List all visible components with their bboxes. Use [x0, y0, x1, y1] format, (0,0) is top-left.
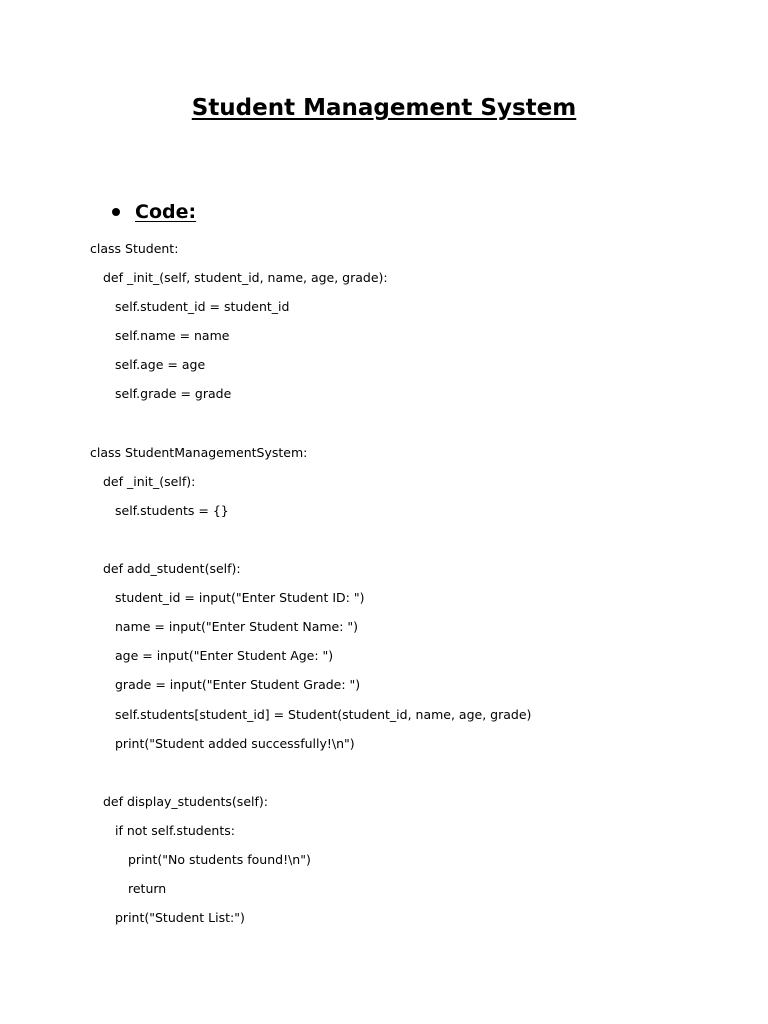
- code-line: age = input("Enter Student Age: "): [115, 648, 334, 664]
- code-line: student_id = input("Enter Student ID: "): [115, 590, 365, 606]
- code-line: [90, 762, 531, 791]
- section-label: Code:: [135, 201, 197, 223]
- code-line: print("Student added successfully!\n"): [115, 735, 355, 751]
- code-line: print("Student List:"): [115, 910, 245, 926]
- code-line: return: [128, 881, 167, 897]
- code-line: def display_students(self):: [103, 793, 268, 809]
- code-line: grade = input("Enter Student Grade: "): [115, 677, 361, 693]
- code-line: self.name = name: [115, 328, 230, 344]
- code-line: [90, 529, 531, 558]
- code-line: def add_student(self):: [103, 561, 241, 577]
- code-line: self.student_id = student_id: [115, 299, 290, 315]
- code-line: self.students[student_id] = Student(student_id, name, age, grade): [115, 706, 532, 722]
- code-line: def _init_(self):: [103, 473, 196, 489]
- code-line: name = input("Enter Student Name: "): [115, 619, 359, 635]
- code-line: self.age = age: [115, 357, 206, 373]
- bullet-icon: [112, 208, 120, 216]
- code-line: class StudentManagementSystem:: [90, 444, 308, 460]
- code-block: [90, 238, 531, 936]
- code-line: print("No students found!\n"): [128, 851, 311, 867]
- code-line: class Student:: [90, 241, 179, 256]
- document-title: Student Management System: [191, 95, 577, 121]
- section-heading: [112, 201, 196, 223]
- code-line: def _init_(self, student_id, name, age, grade):: [103, 270, 388, 286]
- code-line: self.grade = grade: [115, 386, 232, 402]
- code-line: [90, 413, 531, 442]
- code-line: self.students = {}: [115, 502, 229, 518]
- code-line: if not self.students:: [115, 822, 235, 838]
